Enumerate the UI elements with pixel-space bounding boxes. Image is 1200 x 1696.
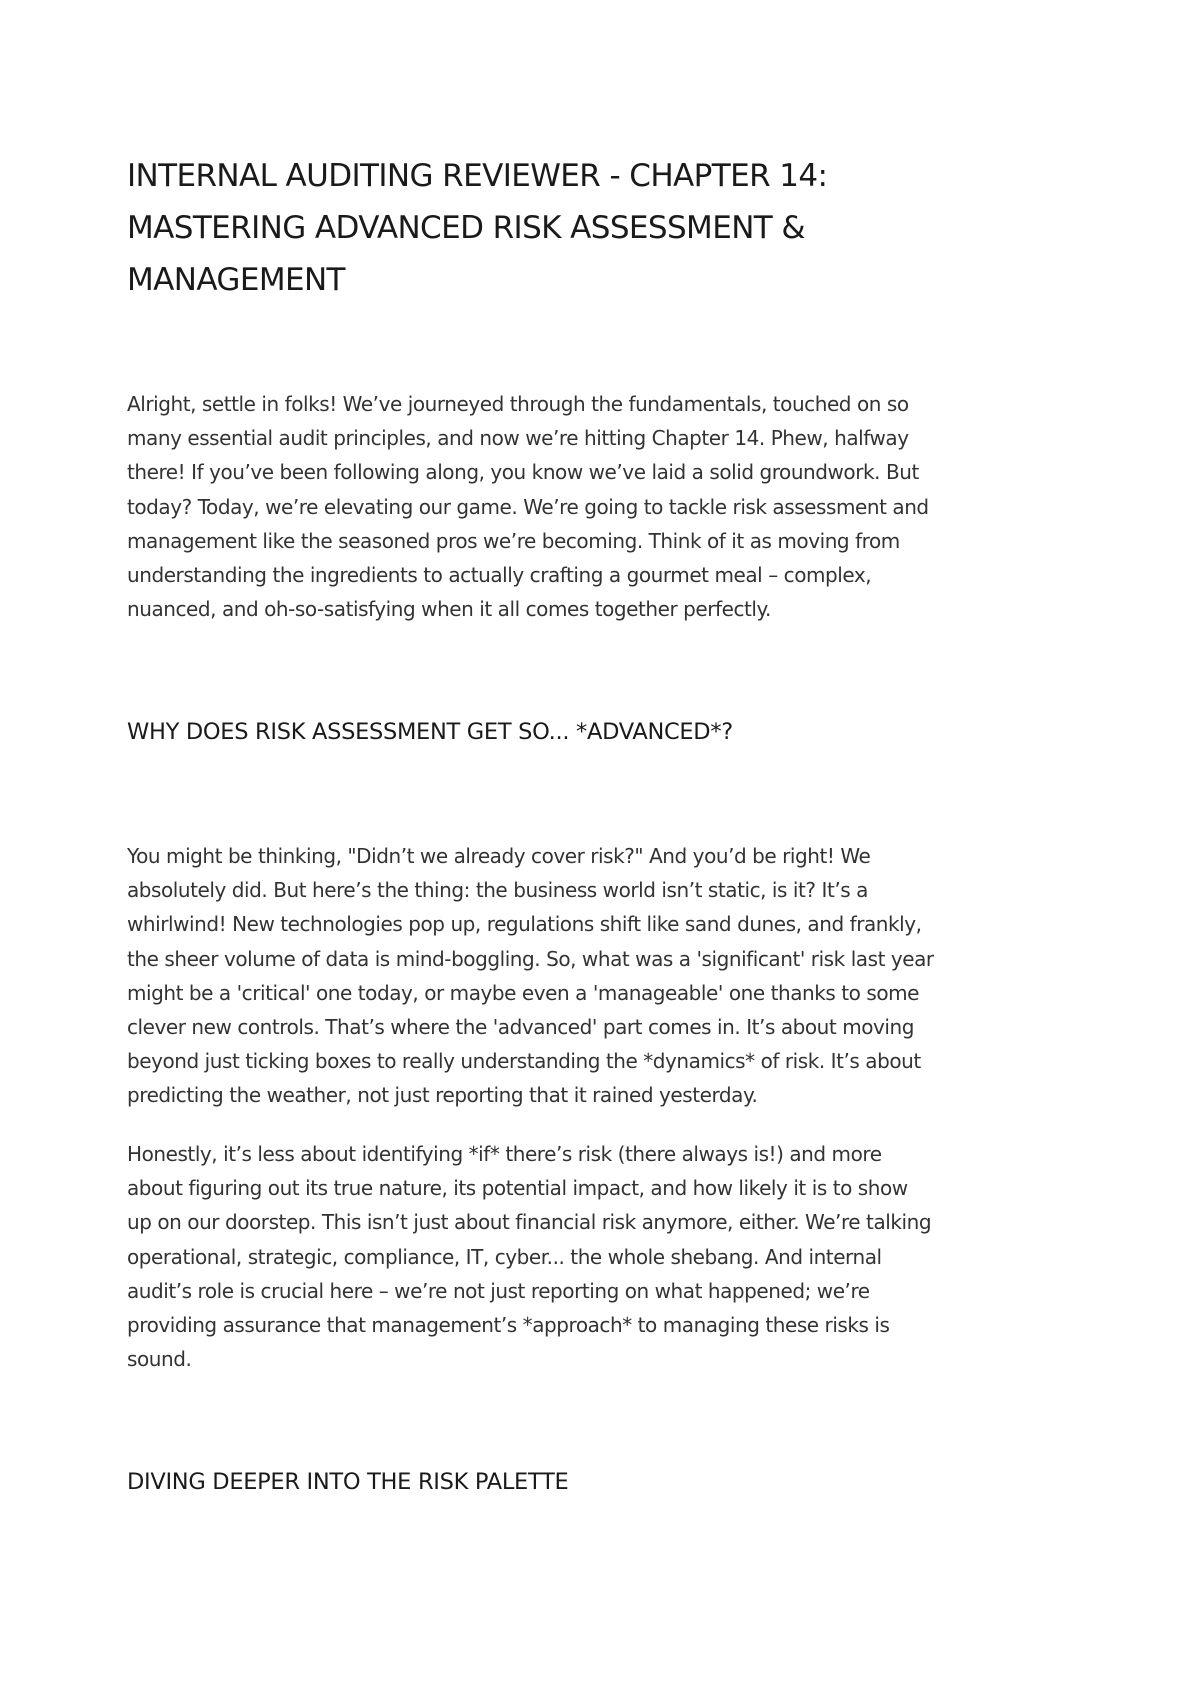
text-line: today? Today, we’re elevating our game. We’re going to tackle risk assessment and bbox=[127, 494, 929, 519]
text-line: the sheer volume of data is mind-boggling. So, what was a 'significant' risk last year bbox=[127, 946, 934, 971]
text-line: predicting the weather, not just reporting that it rained yesterday. bbox=[127, 1083, 758, 1108]
text-line: You might be thinking, "Didn’t we already cover risk?" And you’d be right! We bbox=[127, 844, 871, 868]
text-line: absolutely did. But here’s the thing: the business world isn’t static, is it? It’s a bbox=[127, 878, 868, 903]
title-line: INTERNAL AUDITING REVIEWER - CHAPTER 14: bbox=[127, 158, 828, 194]
section-heading-risk-palette: DIVING DEEPER INTO THE RISK PALETTE bbox=[127, 1469, 569, 1495]
title-line: MASTERING ADVANCED RISK ASSESSMENT & bbox=[127, 210, 805, 246]
text-line: many essential audit principles, and now we’re hitting Chapter 14. Phew, halfway bbox=[127, 426, 909, 451]
text-line: management like the seasoned pros we’re becoming. Think of it as moving from bbox=[127, 528, 900, 553]
text-line: providing assurance that management’s *approach* to managing these risks is bbox=[127, 1313, 890, 1338]
text-line: whirlwind! New technologies pop up, regulations shift like sand dunes, and frankly, bbox=[127, 912, 922, 937]
text-line: might be a 'critical' one today, or maybe even a 'manageable' one thanks to some bbox=[127, 980, 920, 1005]
text-line: Honestly, it’s less about identifying *if* there’s risk (there always is!) and more bbox=[127, 1142, 882, 1166]
document-title bbox=[127, 150, 1027, 306]
text-line: about figuring out its true nature, its potential impact, and how likely it is to show bbox=[127, 1176, 908, 1201]
title-line: MANAGEMENT bbox=[127, 262, 345, 298]
section-heading-why-advanced: WHY DOES RISK ASSESSMENT GET SO... *ADVANCED*? bbox=[127, 719, 733, 745]
text-line: nuanced, and oh-so-satisfying when it all comes together perfectly. bbox=[127, 597, 771, 622]
text-line: operational, strategic, compliance, IT, cyber... the whole shebang. And internal bbox=[127, 1244, 882, 1269]
section1-paragraph-2 bbox=[127, 1137, 1087, 1376]
text-line: clever new controls. That’s where the 'advanced' part comes in. It’s about moving bbox=[127, 1015, 914, 1040]
text-line: understanding the ingredients to actually crafting a gourmet meal – complex, bbox=[127, 563, 872, 588]
text-line: beyond just ticking boxes to really understanding the *dynamics* of risk. It’s about bbox=[127, 1049, 921, 1074]
text-line: audit’s role is crucial here – we’re not just reporting on what happened; we’re bbox=[127, 1278, 870, 1303]
text-line: up on our doorstep. This isn’t just about financial risk anymore, either. We’re talking bbox=[127, 1210, 932, 1235]
section1-paragraph-1 bbox=[127, 839, 1087, 1113]
intro-paragraph bbox=[127, 387, 1087, 626]
text-line: sound. bbox=[127, 1347, 192, 1372]
text-line: Alright, settle in folks! We’ve journeyed through the fundamentals, touched on so bbox=[127, 392, 909, 416]
text-line: there! If you’ve been following along, you know we’ve laid a solid groundwork. But bbox=[127, 460, 919, 485]
